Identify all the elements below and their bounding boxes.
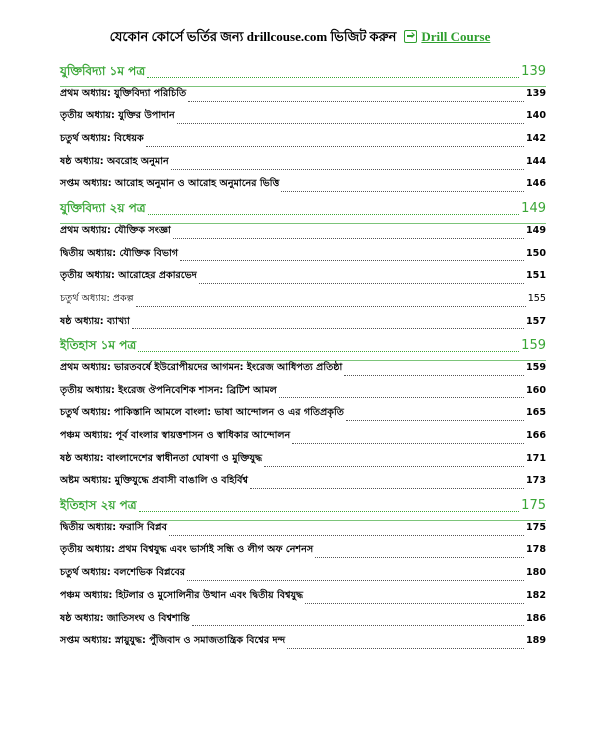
chapter-title: ষষ্ঠ অধ্যায়: অবরোহ অনুমান — [60, 155, 169, 167]
toc-entry[interactable] — [60, 474, 546, 497]
toc-entry[interactable] — [60, 634, 546, 657]
chapter-title: সপ্তম অধ্যায়: স্নায়ুযুদ্ধ: পুঁজিবাদ ও সমাজতান্ত্রিক বিশ্বের দন্দ — [60, 635, 286, 647]
toc-entry[interactable] — [60, 109, 546, 132]
page-number: 186 — [525, 612, 546, 624]
dot-leader — [138, 351, 519, 352]
toc-entry[interactable] — [60, 87, 546, 110]
chapter-title: সপ্তম অধ্যায়: আরোহ অনুমান ও আরোহ অনুমানের ভিত্তি — [60, 178, 280, 190]
page-number: 180 — [525, 567, 546, 579]
page-number: 146 — [525, 178, 546, 190]
dot-leader — [287, 648, 524, 649]
toc-entry[interactable] — [60, 589, 546, 612]
dot-leader — [173, 238, 524, 239]
chapter-title: দ্বিতীয় অধ্যায়: ফরাসি বিপ্লব — [60, 521, 167, 533]
section-title: যুক্তিবিদ্যা ২য় পত্র — [60, 201, 146, 216]
chapter-title: তৃতীয় অধ্যায়: প্রথম বিশ্বযুদ্ধ এবং ভার্সাই সন্ধি ও লীগ অফ নেশনস — [60, 544, 314, 556]
chapter-title: চতুর্থ অধ্যায়: প্রকল্প — [60, 292, 134, 304]
dot-leader — [136, 306, 526, 307]
page-number: 150 — [525, 247, 546, 259]
dot-leader — [180, 260, 524, 261]
toc-entry[interactable] — [60, 177, 546, 200]
dot-leader — [139, 511, 520, 512]
page-number: 166 — [525, 430, 546, 441]
chapter-title: ষষ্ঠ অধ্যায়: জাতিসংঘ ও বিশ্বশান্তি — [60, 612, 190, 624]
toc-entry[interactable] — [60, 361, 546, 384]
dot-leader — [192, 625, 524, 626]
page-number: 139 — [525, 87, 546, 99]
toc-entry[interactable] — [60, 315, 546, 338]
toc-entry[interactable] — [60, 292, 546, 315]
dot-leader — [147, 77, 519, 78]
page-number: 173 — [525, 475, 546, 487]
dot-leader — [188, 101, 524, 102]
page-number: 149 — [525, 224, 546, 236]
section-title: যুক্তিবিদ্যা ১ম পত্র — [60, 64, 146, 78]
toc-section-heading[interactable] — [60, 63, 546, 87]
chapter-title: প্রথম অধ্যায়: ভারতবর্ষে ইউরোপীয়দের আগমন: ইংরেজ আধিপত্য প্রতিষ্ঠা — [60, 361, 343, 373]
toc-entry[interactable] — [60, 543, 546, 566]
page-number: 155 — [527, 292, 546, 304]
page-number: 151 — [525, 270, 546, 282]
toc-entry[interactable] — [60, 566, 546, 589]
dot-leader — [146, 146, 524, 147]
dot-leader — [305, 603, 524, 604]
toc-entry[interactable] — [60, 269, 546, 292]
page-number: 175 — [521, 498, 546, 514]
chapter-title: পঞ্চম অধ্যায়: পূর্ব বাংলার স্বায়ত্তশাসন ও স্বাধিকার আন্দোলন — [60, 430, 291, 441]
dot-leader — [187, 580, 524, 581]
page-number: 149 — [521, 201, 546, 217]
toc-entry[interactable] — [60, 521, 546, 544]
chapter-title: তৃতীয় অধ্যায়: আরোহের প্রকারভেদ — [60, 270, 197, 282]
toc-section-heading[interactable] — [60, 200, 546, 224]
toc-entry[interactable] — [60, 384, 546, 407]
page-number: 140 — [525, 110, 546, 122]
toc-entry[interactable] — [60, 612, 546, 635]
toc-entry[interactable] — [60, 155, 546, 178]
page-number: 139 — [521, 64, 546, 79]
page-number: 178 — [525, 544, 546, 556]
toc-entry[interactable] — [60, 132, 546, 155]
section-title: ইতিহাস ২য় পত্র — [60, 498, 137, 513]
chapter-title: ষষ্ঠ অধ্যায়: বাংলাদেশের স্বাধীনতা ঘোষণা ও মুক্তিযুদ্ধ — [60, 452, 263, 464]
chapter-title: চতুর্থ অধ্যায়: বিধেয়ক — [60, 133, 144, 145]
dot-leader — [148, 214, 520, 215]
page-number: 189 — [525, 635, 546, 647]
toc-section-heading[interactable] — [60, 337, 546, 361]
dot-leader — [292, 443, 524, 444]
page-number: 159 — [521, 338, 546, 354]
chapter-title: দ্বিতীয় অধ্যায়: যৌক্তিক বিভাগ — [60, 247, 179, 259]
toc-entry[interactable] — [60, 247, 546, 270]
page-number: 142 — [525, 133, 546, 145]
chapter-title: তৃতীয় অধ্যায়: যুক্তির উপাদান — [60, 110, 175, 122]
toc-entry[interactable] — [60, 406, 546, 429]
dot-leader — [281, 191, 524, 192]
promo-header — [0, 28, 600, 49]
dot-leader — [250, 488, 524, 489]
chapter-title: প্রথম অধ্যায়: যুক্তিবিদ্যা পরিচিতি — [60, 87, 187, 99]
chapter-title: চতুর্থ অধ্যায়: পাকিস্তানি আমলে বাংলা: ভাষা আন্দোলন ও এর গতিপ্রকৃতি — [60, 407, 344, 419]
chapter-title: অষ্টম অধ্যায়: মুক্তিযুদ্ধে প্রবাসী বাঙালি ও বহির্বিশ্ব — [60, 475, 248, 487]
chapter-title: ষষ্ঠ অধ্যায়: ব্যাখ্যা — [60, 315, 130, 327]
section-title: ইতিহাস ১ম পত্র — [60, 338, 137, 353]
toc-entry[interactable] — [60, 429, 546, 452]
dot-leader — [171, 169, 524, 170]
page-number: 182 — [525, 589, 546, 601]
page-number: 171 — [525, 452, 546, 464]
toc-entry[interactable] — [60, 224, 546, 247]
page-number: 165 — [525, 407, 546, 419]
page-number: 157 — [525, 315, 546, 327]
table-of-contents — [60, 63, 546, 657]
dot-leader — [199, 283, 524, 284]
toc-section-heading[interactable] — [60, 497, 546, 521]
dot-leader — [264, 466, 524, 467]
dot-leader — [132, 328, 524, 329]
chapter-title: তৃতীয় অধ্যায়: ইংরেজ ঔপনিবেশিক শাসন: ব্রিটিশ আমল — [60, 384, 277, 396]
chapter-title: প্রথম অধ্যায়: যৌক্তিক সংজ্ঞা — [60, 224, 171, 236]
promo-text: যেকোন কোর্সে ভর্তির জন্য drillcouse.com ভিজিট করুন — [109, 29, 397, 44]
dot-leader — [346, 420, 524, 421]
page-number: 160 — [525, 384, 546, 396]
chapter-title: চতুর্থ অধ্যায়: বলশেভিক বিপ্লবের — [60, 567, 186, 579]
page-number: 144 — [525, 155, 546, 167]
page-number: 175 — [525, 521, 546, 533]
drill-course-link[interactable]: Drill Course — [421, 29, 491, 44]
page-number: 159 — [525, 361, 546, 373]
external-link-icon — [404, 30, 417, 43]
dot-leader — [169, 535, 524, 536]
toc-entry[interactable] — [60, 452, 546, 475]
dot-leader — [279, 397, 524, 398]
dot-leader — [177, 123, 524, 124]
dot-leader — [344, 375, 524, 376]
dot-leader — [315, 557, 524, 558]
chapter-title: পঞ্চম অধ্যায়: হিটলার ও মুসোলিনীর উত্থান এবং দ্বিতীয় বিশ্বযুদ্ধ — [60, 589, 304, 601]
